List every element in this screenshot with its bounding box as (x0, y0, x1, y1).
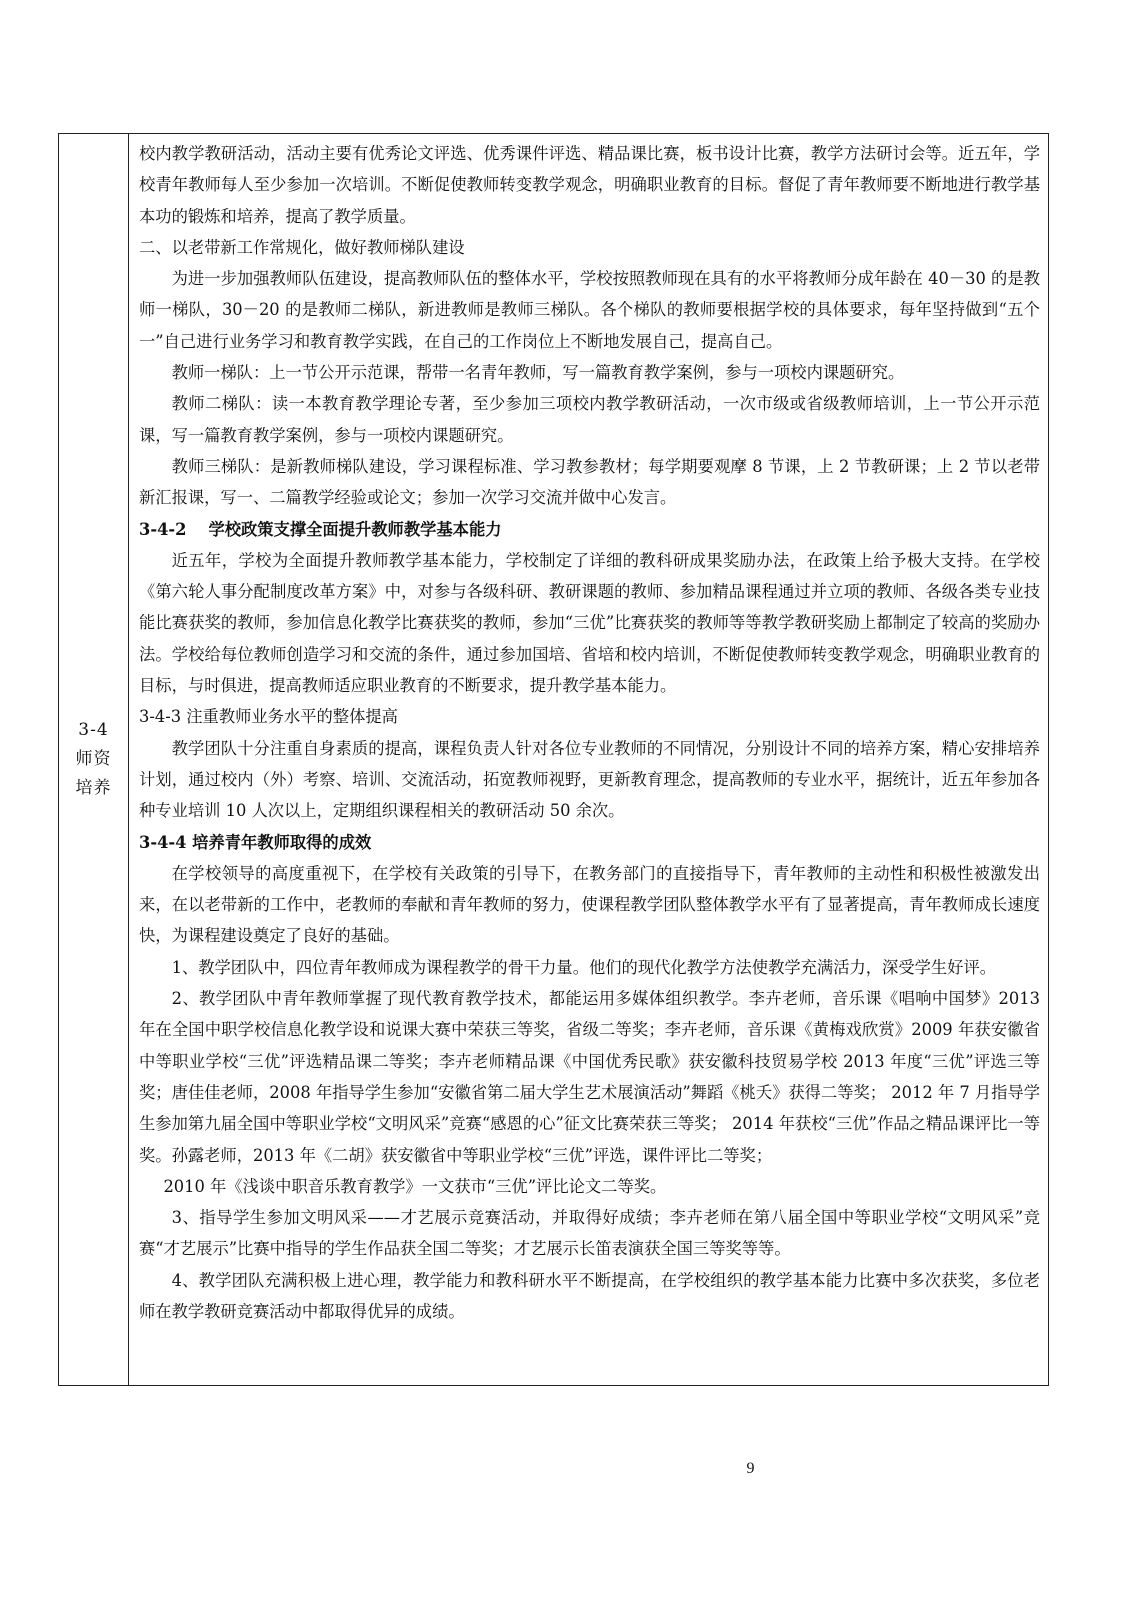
paragraph-results-overview: 在学校领导的高度重视下，在学校有关政策的引导下，在教务部门的直接指导下，青年教师的主动性和积极性被激发出来，在以老带新的工作中，老教师的奉献和青年教师的努力，使课程教学团队整体教学水平有了显著提高，青年教师成长速度快，为课程建设奠定了良好的基础。 (139, 863, 1040, 946)
paragraph-policy-support: 近五年，学校为全面提升教师教学基本能力，学校制定了详细的教科研成果奖励办法，在政策上给予极大支持。在学校《第六轮人事分配制度改革方案》中，对参与各级科研、教研课题的教师、参加精品课程通过并立项的教师、各级各类专业技能比赛获奖的教师，参加信息化教学比赛获奖的教师，参加“三优”比赛获奖的教师等等教学教研奖励上都制定了较高的奖励办法。学校给每位教师创造学习和交流的条件，通过参加国培、省培和校内培训，不断促使教师转变教学观念，明确职业教育的目标，与时俱进，提高教师适应职业教育的不断要求，提升教学基本能力。 (139, 550, 1040, 696)
section-label-cell (59, 134, 129, 1385)
section-number: 3-4 (78, 720, 109, 740)
paragraph-result-1: 1、教学团队中，四位青年教师成为课程教学的骨干力量。他们的现代化教学方法使教学充满活力，深受学生好评。 (171, 957, 997, 977)
content-cell (129, 134, 1048, 1385)
paragraph-teaching-activities: 校内教学教研活动，活动主要有优秀论文评选、优秀课件评选、精品课比赛，板书设计比赛，教学方法研讨会等。近五年，学校青年教师每人至少参加一次培训。不断促使教师转变教学观念，明确职业教育的目标。督促了青年教师要不断地进行教学基本功的锻炼和培养，提高了教学质量。 (139, 144, 1040, 226)
page-number: 9 (746, 1460, 755, 1477)
paragraph-result-4: 4、教学团队充满积极上进心理，教学能力和教科研水平不断提高，在学校组织的教学基本能力比赛中多次获奖，多位老师在教学教研竞赛活动中都取得优异的成绩。 (139, 1270, 1040, 1321)
paragraph-result-2-continued: 2010 年《浅谈中职音乐教育教学》一文获市“三优”评比论文二等奖。 (163, 1176, 667, 1196)
paragraph-result-3: 3、指导学生参加文明风采——才艺展示竞赛活动，并取得好成绩；李卉老师在第八届全国中等职业学校“文明风采”竞赛“才艺展示”比赛中指导的学生作品获全国二等奖；才艺展示长笛表演获全国三等奖等等。 (139, 1208, 1040, 1259)
paragraph-professional-level: 教学团队十分注重自身素质的提高，课程负责人针对各位专业教师的不同情况，分别设计不同的培养方案，精心安排培养计划，通过校内（外）考察、培训、交流活动，拓宽教师视野，更新教育理念，提高教师的专业水平，据统计，近五年参加各种专业培训 10 人次以上，定期组织课程相关的教研活动 50 余次。 (139, 738, 1040, 821)
heading-mentoring: 二、以老带新工作常规化，做好教师梯队建设 (139, 237, 465, 257)
paragraph-result-2: 2、教学团队中青年教师掌握了现代教育教学技术，都能运用多媒体组织教学。李卉老师，音乐课《唱响中国梦》2013 年在全国中职学校信息化教学设和说课大赛中荣获三等奖，省级二等奖；李卉老师，音乐课《黄梅戏欣赏》2009 年获安徽省中等职业学校“三优”评选精品课二等奖；李卉老师精品课《中国优秀民歌》获安徽科技贸易学校 2013 年度“三优”评选三等奖；唐佳佳老师，2008 年指导学生参加“安徽省第二届大学生艺术展演活动”舞蹈《桃夭》获得二等奖； 2012 年 7 月指导学生参加第九届全国中等职业学校“文明风采”竞赛“感恩的心”征文比赛荣获三等奖； 2014 年获校“三优”作品之精品课评比一等奖。孙露老师，2013 年《二胡》获安徽省中等职业学校“三优”评选，课件评比二等奖； (139, 989, 1040, 1165)
paragraph-tier-three: 教师三梯队：是新教师梯队建设，学习课程标准、学习教参教材；每学期要观摩 8 节课，上 2 节教研课；上 2 节以老带新汇报课，写一、二篇教学经验或论文；参加一次学习交流并做中心发言。 (139, 456, 1040, 508)
section-title-part-1: 师资 (75, 749, 112, 769)
heading-3-4-2: 3-4-2 学校政策支撑全面提升教师教学基本能力 (139, 519, 502, 539)
section-label (76, 716, 112, 803)
paragraph-teacher-tiers: 为进一步加强教师队伍建设，提高教师队伍的整体水平，学校按照教师现在具有的水平将教师分成年龄在 40－30 的是教师一梯队，30－20 的是教师二梯队，新进教师是教师三梯队。各个梯队的教师要根据学校的具体要求，每年坚持做到“五个一”自己进行业务学习和教育教学实践，在自己的工作岗位上不断地发展自己，提高自己。 (139, 269, 1040, 351)
paragraph-tier-one: 教师一梯队：上一节公开示范课，帮带一名青年教师，写一篇教育教学案例，参与一项校内课题研究。 (171, 363, 905, 383)
heading-3-4-4: 3-4-4 培养青年教师取得的成效 (139, 832, 372, 852)
document-table (58, 133, 1049, 1386)
section-title-part-2: 培养 (75, 778, 112, 798)
heading-3-4-3: 3-4-3 注重教师业务水平的整体提高 (139, 707, 398, 727)
paragraph-tier-two: 教师二梯队：读一本教育教学理论专著，至少参加三项校内教学教研活动，一次市级或省级教师培训，上一节公开示范课，写一篇教育教学案例，参与一项校内课题研究。 (139, 394, 1040, 445)
